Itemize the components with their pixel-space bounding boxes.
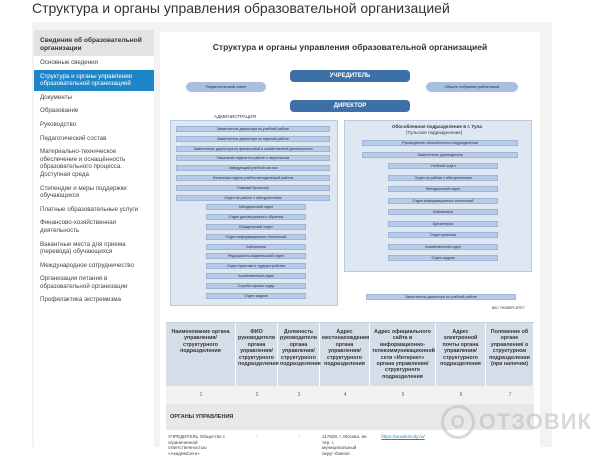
table-number-cell: 2 [255, 392, 259, 399]
sidebar-item[interactable]: Материально-техническое обеспечение и оснащённость образовательного процесса. Доступная среда [40, 148, 126, 178]
table-number-cell: 7 [508, 392, 512, 399]
administration-label: АДМИНИСТРАЦИЯ [214, 114, 256, 119]
branch-row: Отдел по работе с абитуриентами [388, 175, 498, 181]
administration-row: Отдел практики и трудоустройства [206, 263, 306, 269]
sidebar-item[interactable]: Стипендии и меры поддержки обучающихся [40, 184, 127, 200]
table-number-cell: 3 [297, 392, 301, 399]
sidebar-item[interactable]: Международное сотрудничество [40, 261, 134, 269]
table-header-cell: Должность руководителя органа управления/ структурного подразделения [278, 323, 320, 386]
cell-fio: - [256, 434, 258, 440]
branch-row: Хозяйственный отдел [388, 244, 498, 250]
org-structure-title: Структура и органы управления образовательной организацией [212, 42, 488, 52]
sidebar-item[interactable]: Документы [40, 93, 72, 101]
sidebar-item[interactable]: Финансово-хозяйственная деятельность [40, 219, 117, 234]
branch-row: Отдел информационных технологий [388, 198, 498, 204]
table-number-cell: 4 [343, 392, 347, 399]
bottom-right-box: Заместитель директора по учебной работе [366, 294, 516, 300]
administration-row: Заведующий учебной частью [176, 165, 330, 171]
branch-row: Учебный отдел [388, 163, 498, 169]
sidebar-item[interactable]: Платные образовательные услуги [40, 205, 139, 213]
table-header-cell: Адрес официального сайта в информационно-телекоммуникационной сети «Интернет» органа управления/ структурного подразделения [370, 323, 436, 386]
table-number-cell: 6 [459, 392, 463, 399]
watermark-text: ОТЗОВИК [478, 409, 592, 434]
branch-title: Обособленное подразделение в г. Тула [392, 124, 482, 129]
administration-row: Отдел кадров [206, 293, 306, 299]
administration-row: Заместитель директора по учебной работе [176, 126, 330, 132]
cell-address: 117628, г. Москва, вн. тер. г. муниципальный округ Южное [322, 434, 368, 457]
administration-row: Заместитель директора по финансовой и хозяйственной деятельности [176, 146, 330, 152]
table-header-cell: Наименование органа управления/структурного подразделения [166, 323, 236, 386]
sidebar-item[interactable]: Организация питания в образовательной организации [40, 275, 128, 290]
table-header-cell: ФИО руководителя органа управления/ структурного подразделения [236, 323, 278, 386]
main-content [160, 32, 540, 457]
table-header-cell: Адрес электронной почты органа управления/ структурного подразделения [436, 323, 486, 386]
watermark [441, 405, 592, 439]
administration-row: Отдел дистанционного обучения [206, 214, 306, 220]
watermark-logo-icon: О [441, 405, 475, 439]
sidebar-item[interactable]: Вакантные места для приема (перевода) обучающихся [40, 240, 126, 256]
branch-row: Бухгалтерия [388, 221, 498, 227]
administration-row: Главный бухгалтер [176, 185, 330, 191]
administration-row: Редакционно-издательский отдел [206, 253, 306, 259]
ped-council-box: Педагогический совет [186, 82, 266, 92]
sidebar-item[interactable]: Педагогический состав [40, 134, 107, 142]
table-number-cell: 5 [401, 392, 405, 399]
general-meeting-box: Общее собрание работников [426, 82, 518, 92]
table-number-row [166, 386, 534, 404]
administration-row: Методический отдел [206, 204, 306, 210]
branch-row: Отдел практики [388, 232, 498, 238]
administration-row: Начальник отдела по работе с персоналом [176, 155, 330, 161]
administration-row: Отдел информационных технологий [206, 234, 306, 240]
branch-row: Методический отдел [388, 186, 498, 192]
administration-row: Начальник отдела учебно-методической работы [176, 175, 330, 181]
sidebar-item[interactable]: Структура и органы управления образовательной организацией [34, 70, 154, 91]
branch-row: Библиотека [388, 209, 498, 215]
administration-row: Заместитель директора по научной работе [176, 136, 330, 142]
table-header-cell: Положение об органе управления/ о структурном подразделении (при наличии) [486, 323, 534, 386]
cell-name: УЧРЕДИТЕЛЬ Общество с ограниченной ответственностью «АкадемСити» [168, 434, 226, 457]
sidebar-item[interactable]: Основные сведения [40, 59, 98, 66]
table-header-row [166, 322, 534, 386]
administration-row: Библиотека [206, 244, 306, 250]
sidebar-item[interactable]: Образование [40, 107, 79, 115]
sidebar-item[interactable]: Профилактика экстремизма [40, 296, 121, 304]
org-chart [166, 70, 534, 310]
founder-box: УЧРЕДИТЕЛЬ [290, 70, 410, 82]
sidebar-list [34, 56, 154, 307]
cell-position: - [298, 434, 300, 440]
org-table [166, 322, 534, 460]
table-section-heading: ОРГАНЫ УПРАВЛЕНИЯ [166, 404, 534, 430]
director-box: ДИРЕКТОР [290, 100, 410, 112]
branch-row: Отдел кадров [388, 255, 498, 261]
chart-footer-note: ВКС УНИВЕРСИТЕТ [492, 306, 525, 310]
branch-row: Руководитель обособленного подразделения [362, 140, 518, 146]
administration-row: Отдел по работе с абитуриентами [176, 195, 330, 201]
branch-row: Заместитель руководителя [362, 152, 518, 158]
sidebar [34, 30, 154, 447]
table-number-cell: 1 [199, 392, 203, 399]
administration-row: Хозяйственный отдел [206, 273, 306, 279]
table-header-cell: Адрес местонахождения органа управления/ структурного подразделения [320, 323, 370, 386]
page-title: Структура и органы управления образовательной организацией [32, 0, 450, 16]
administration-row: Служба охраны труда [206, 283, 306, 289]
sidebar-header: Сведения об образовательной организации [34, 30, 154, 56]
site-link[interactable]: https://academcity.ru/ [381, 434, 425, 440]
sidebar-item[interactable]: Руководство [40, 120, 77, 128]
cell-site[interactable] [370, 430, 436, 460]
administration-row: Юридический отдел [206, 224, 306, 230]
branch-subtitle: (Тульское подразделение) [406, 130, 463, 135]
